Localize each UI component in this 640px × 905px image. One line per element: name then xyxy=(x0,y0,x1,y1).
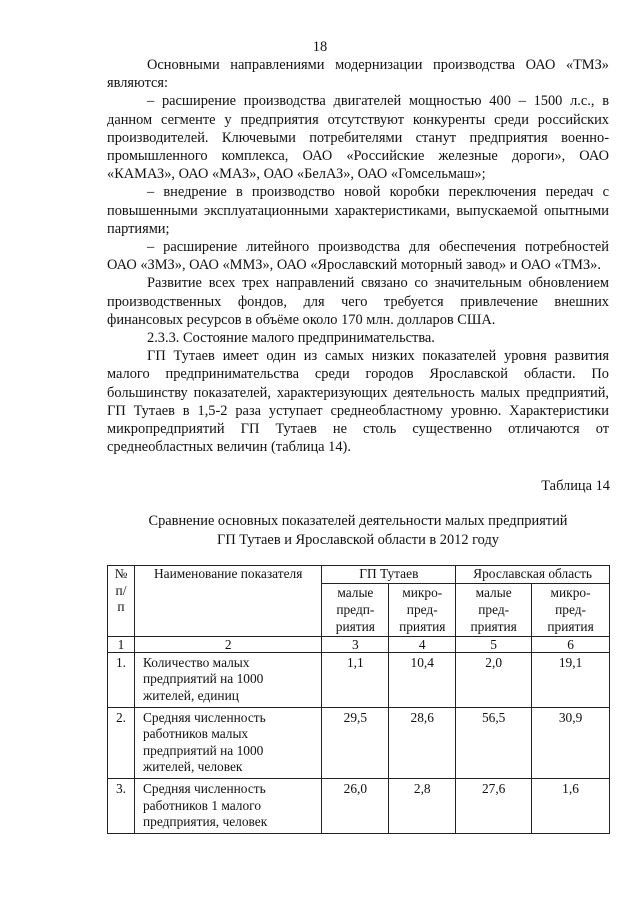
table-caption: Таблица 14 xyxy=(541,478,610,494)
data-table xyxy=(107,565,610,834)
index-cell: 6 xyxy=(532,636,610,652)
header-group-region: Ярославская область xyxy=(456,566,610,584)
paragraph: – расширение производства двигателей мощностью 400 – 1500 л.с., в данном сегменте у предприятия отсутствуют конкуренты среди российских производителей. Ключевыми потребителями станут предприятия военно-промышленного комплекса, ОАО «Российские железные дороги», ОАО «КАМАЗ», ОАО «МАЗ», ОАО «БелАЗ», ОАО «Гомсельмаш»; xyxy=(107,93,609,183)
paragraph: Развитие всех трех направлений связано со значительным обновлением производственных фондов, для чего требуется привлечение внешних финансовых ресурсов в объёме около 170 млн. долларов США. xyxy=(107,275,609,328)
table-row xyxy=(108,707,610,778)
header-sub: малые пред-приятия xyxy=(456,583,532,636)
index-cell: 2 xyxy=(134,636,321,652)
header-group-tutaev: ГП Тутаев xyxy=(322,566,456,584)
row-name: Средняя численность работников малых предприятий на 1000 жителей, человек xyxy=(134,707,321,778)
paragraph: – внедрение в производство новой коробки переключения передач с повышенными эксплуатационными характеристиками, выпускаемой опытными партиями; xyxy=(107,184,609,237)
row-value: 56,5 xyxy=(456,707,532,778)
header-name: Наименование показателя xyxy=(134,566,321,637)
paragraph: Основными направлениями модернизации производства ОАО «ТМЗ» являются: xyxy=(107,57,609,92)
table-title xyxy=(107,512,609,550)
row-value: 26,0 xyxy=(322,778,389,833)
paragraph: ГП Тутаев имеет один из самых низких показателей уровня развития малого предпринимательства среди городов Ярославской области. По большинству показателей, характеризующих деятельность малых предприятий, ГП Тутаев в 1,5-2 раза уступает среднеобластному уровню. Характеристики микропредприятий ГП Тутаев не столь существенно отличаются от среднеобластных величин (таблица 14). xyxy=(107,348,609,456)
row-value: 1,6 xyxy=(532,778,610,833)
row-name: Средняя численность работников 1 малого предприятия, человек xyxy=(134,778,321,833)
row-value: 1,1 xyxy=(322,652,389,707)
table-title-line: ГП Тутаев и Ярославской области в 2012 году xyxy=(217,532,499,548)
index-cell: 3 xyxy=(322,636,389,652)
index-cell: 5 xyxy=(456,636,532,652)
row-name: Количество малых предприятий на 1000 жителей, единиц xyxy=(134,652,321,707)
row-value: 2,8 xyxy=(389,778,456,833)
row-value: 29,5 xyxy=(322,707,389,778)
row-value: 10,4 xyxy=(389,652,456,707)
row-value: 30,9 xyxy=(532,707,610,778)
table-header-row xyxy=(108,566,610,584)
header-sub: малые предп-риятия xyxy=(322,583,389,636)
row-value: 2,0 xyxy=(456,652,532,707)
page-number: 18 xyxy=(312,39,328,55)
index-cell: 4 xyxy=(389,636,456,652)
table-index-row xyxy=(108,636,610,652)
row-num: 2. xyxy=(108,707,135,778)
table-row xyxy=(108,652,610,707)
header-num: № п/п xyxy=(108,566,135,637)
body-text xyxy=(107,56,609,456)
row-value: 27,6 xyxy=(456,778,532,833)
section-heading: 2.3.3. Состояние малого предпринимательства. xyxy=(147,330,435,347)
index-cell: 1 xyxy=(108,636,135,652)
table-title-line: Сравнение основных показателей деятельности малых предприятий xyxy=(148,513,568,529)
row-num: 1. xyxy=(108,652,135,707)
row-value: 28,6 xyxy=(389,707,456,778)
paragraph: – расширение литейного производства для обеспечения потребностей ОАО «ЗМЗ», ОАО «ММЗ», ОАО «Ярославский моторный завод» и ОАО «ТМЗ». xyxy=(107,239,609,274)
row-value: 19,1 xyxy=(532,652,610,707)
header-sub: микро-пред-приятия xyxy=(389,583,456,636)
header-sub: микро-пред-приятия xyxy=(532,583,610,636)
row-num: 3. xyxy=(108,778,135,833)
table-row xyxy=(108,778,610,833)
